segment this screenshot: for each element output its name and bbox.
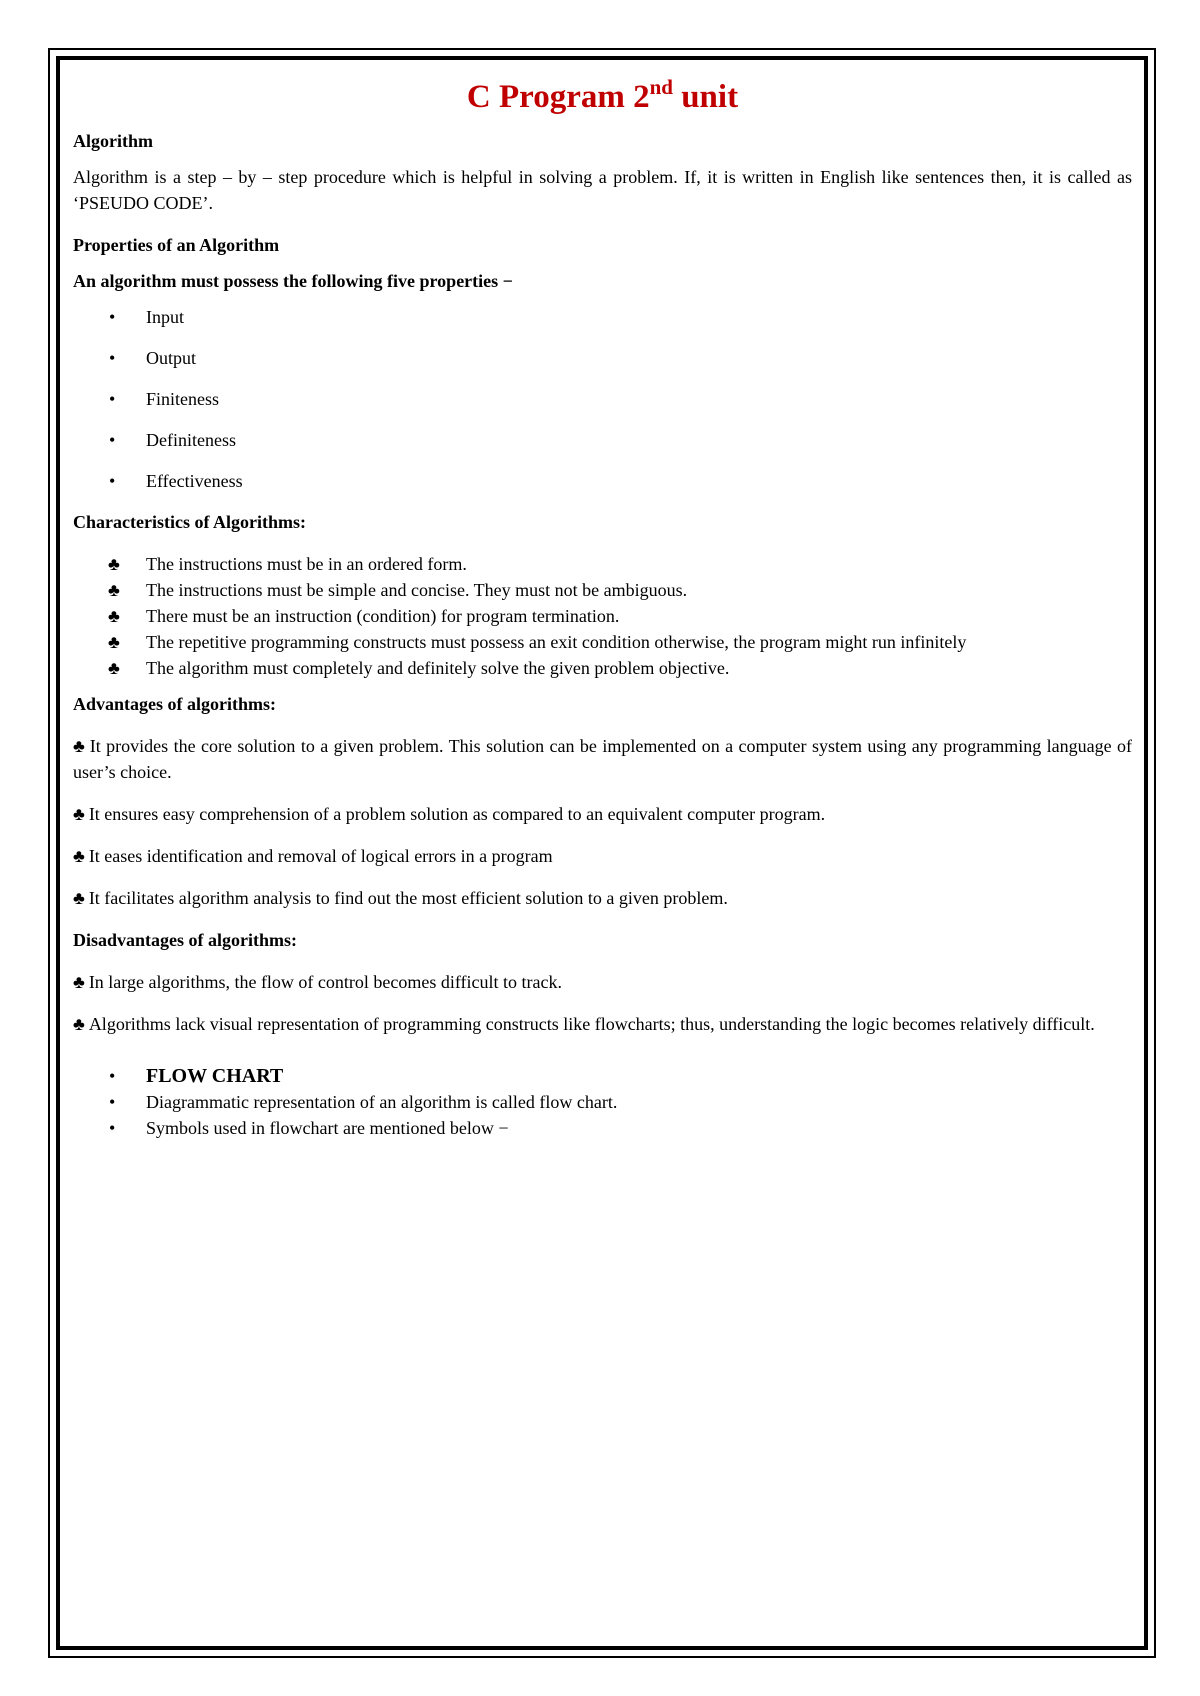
list-item: • Finiteness [73, 386, 1132, 427]
list-item: ♣ There must be an instruction (condition) for program termination. [73, 603, 1132, 629]
properties-list [73, 304, 1132, 509]
club-bullet-icon: ♣ [73, 804, 85, 824]
advantage-item: ♣ It provides the core solution to a given problem. This solution can be implemented on a computer system using any programming language of user’s choice. [73, 736, 1133, 782]
characteristics-list [73, 551, 1132, 681]
bullet-dot: • [109, 348, 116, 368]
list-item: • Definiteness [73, 427, 1132, 468]
club-bullet-icon: ♣ [73, 888, 85, 908]
advantages-heading: Advantages of algorithms: [73, 694, 276, 714]
club-bullet-icon: ♣ [108, 606, 120, 626]
flowchart-list [73, 1063, 1132, 1141]
disadvantage-item: ♣ In large algorithms, the flow of control becomes difficult to track. [73, 972, 563, 992]
bullet-dot: • [109, 1066, 116, 1086]
algorithm-heading: Algorithm [73, 131, 153, 151]
algorithm-definition: Algorithm is a step – by – step procedure which is helpful in solving a problem. If, it is written in English like sentences then, it is called as ‘PSEUDO CODE’. [73, 167, 1132, 213]
bullet-dot: • [109, 389, 116, 409]
bullet-dot: • [109, 1092, 116, 1112]
bullet-dot: • [109, 471, 116, 491]
disadvantage-item: ♣ Algorithms lack visual representation of programming constructs like flowcharts; thus, understanding the logic becomes relatively difficult. [73, 1014, 1095, 1034]
bullet-dot: • [109, 1118, 116, 1138]
document-body [73, 70, 1132, 1141]
list-item: • Effectiveness [73, 468, 1132, 509]
advantage-item: ♣ It ensures easy comprehension of a problem solution as compared to an equivalent computer program. [73, 804, 826, 824]
club-bullet-icon: ♣ [73, 972, 85, 992]
advantage-item: ♣ It eases identification and removal of logical errors in a program [73, 846, 553, 866]
list-item: ♣ The instructions must be simple and concise. They must not be ambiguous. [73, 577, 1132, 603]
club-bullet-icon: ♣ [108, 580, 120, 600]
properties-heading: Properties of an Algorithm [73, 235, 280, 255]
list-item: • Symbols used in flowchart are mentioned below − [73, 1115, 1132, 1141]
list-item: ♣ The instructions must be in an ordered form. [73, 551, 1132, 577]
page-title: C Program 2nd unit [466, 75, 739, 115]
list-item: • Diagrammatic representation of an algorithm is called flow chart. [73, 1089, 1132, 1115]
flowchart-title: FLOW CHART [146, 1065, 284, 1087]
list-item: • Output [73, 345, 1132, 386]
bullet-dot: • [109, 307, 116, 327]
bullet-dot: • [109, 430, 116, 450]
club-bullet-icon: ♣ [73, 1014, 85, 1034]
club-bullet-icon: ♣ [108, 632, 120, 652]
characteristics-heading: Characteristics of Algorithms: [73, 512, 306, 532]
list-item [73, 1063, 1132, 1089]
advantage-item: ♣ It facilitates algorithm analysis to find out the most efficient solution to a given problem. [73, 888, 728, 908]
list-item: ♣ The repetitive programming constructs must possess an exit condition otherwise, the program might run infinitely [73, 629, 1132, 655]
club-bullet-icon: ♣ [73, 846, 85, 866]
list-item: ♣ The algorithm must completely and definitely solve the given problem objective. [73, 655, 1132, 681]
club-bullet-icon: ♣ [73, 736, 86, 756]
disadvantages-heading: Disadvantages of algorithms: [73, 930, 297, 950]
properties-intro: An algorithm must possess the following five properties − [73, 271, 513, 291]
club-bullet-icon: ♣ [108, 554, 120, 574]
club-bullet-icon: ♣ [108, 658, 120, 678]
list-item: • Input [73, 304, 1132, 345]
